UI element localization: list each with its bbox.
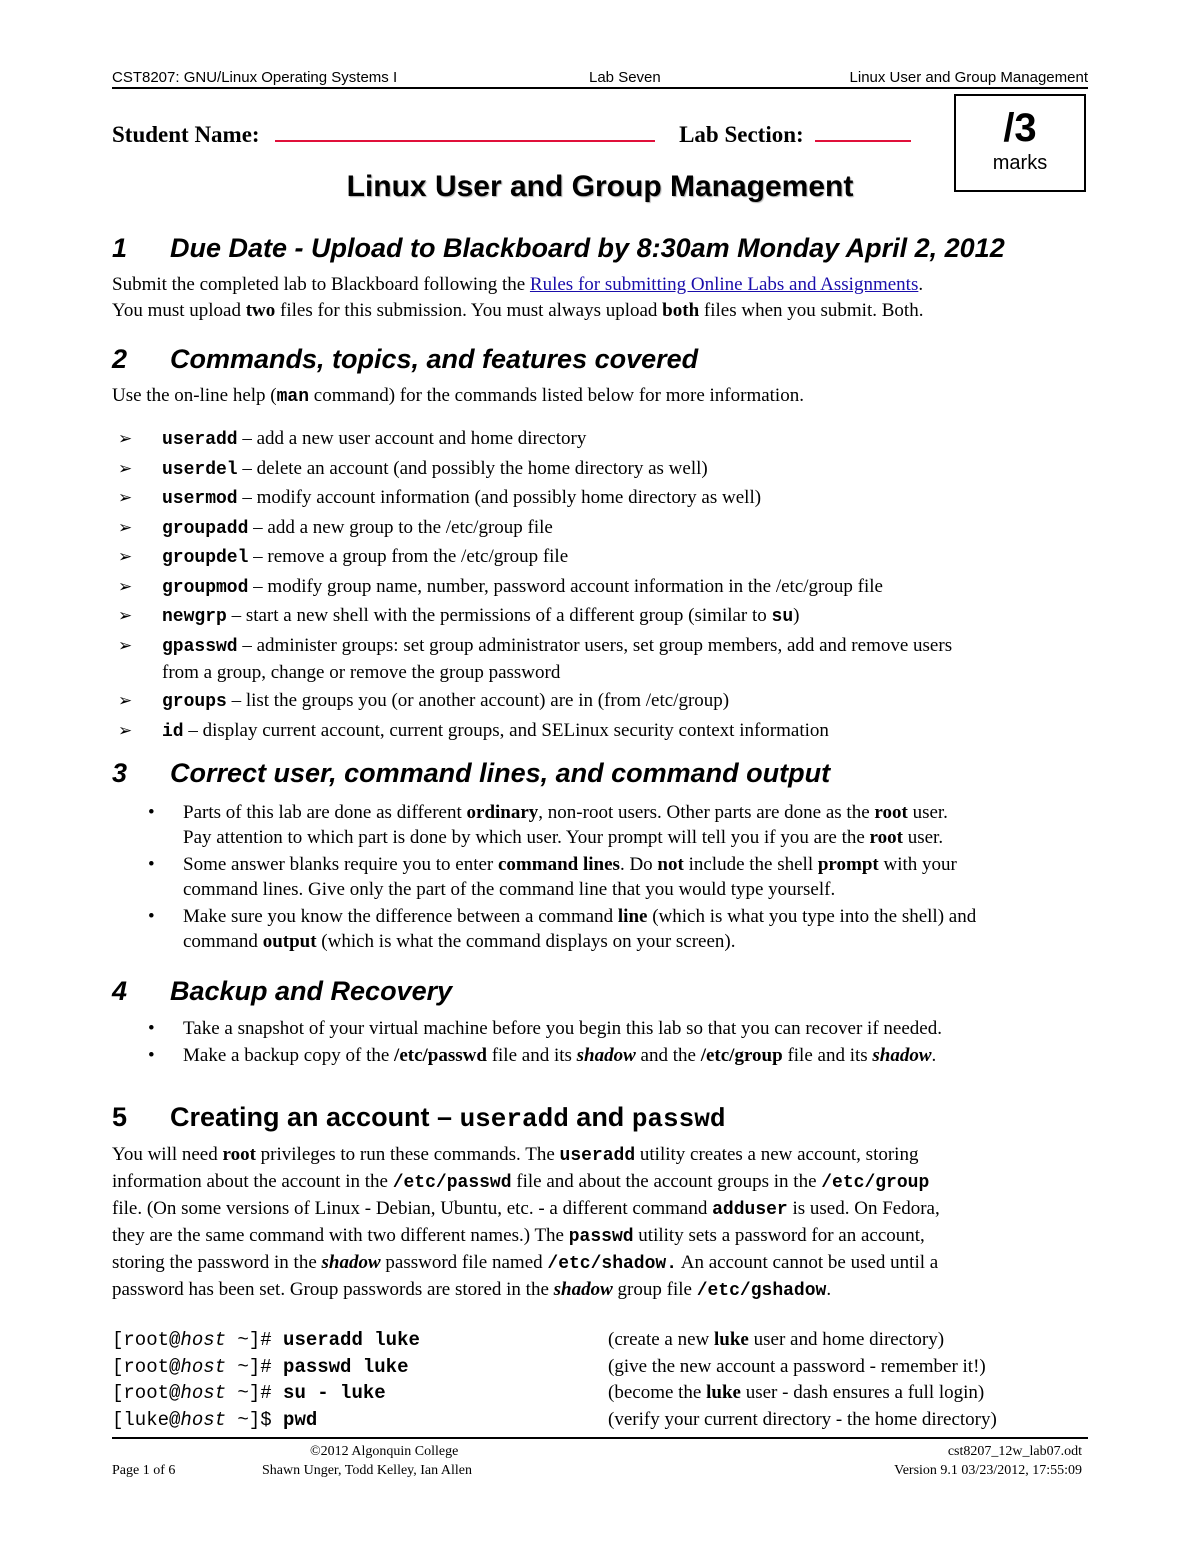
student-name-field[interactable] [275,114,655,142]
list-item: ➢ gpasswd – administer groups: set group administrator users, set group members, add and remove users from a group, change or remove the group password [118,634,953,683]
command-name: groupmod [162,577,249,598]
header-topic: Linux User and Group Management [849,69,1088,86]
bullet-icon: • [148,1045,155,1066]
list-item: ➢ groups – list the groups you (or another account) are in (from /etc/group) [118,690,730,712]
section-5-heading: 5 Creating an account – useradd and passwd [112,1102,726,1134]
footer-copyright: ©2012 Algonquin College [310,1444,459,1459]
section-3-bullets [112,800,1088,956]
footer-page-number: Page 1 of 6 [112,1463,176,1478]
marks-value: /3 [1003,106,1037,150]
command-name: gpasswd [162,636,238,657]
list-item: ➢ groupmod – modify group name, number, password account information in the /etc/group file [118,575,883,598]
shell-command-line: [root@host ~]# passwd luke [112,1355,409,1378]
shell-note: (create a new luke user and home directory) [608,1329,945,1350]
bullet-icon: • [148,906,155,927]
header-course: CST8207: GNU/Linux Operating Systems I [112,69,398,86]
shell-note: (verify your current directory - the home directory) [608,1408,997,1430]
section-5-number: 5 [112,1102,128,1132]
page-footer [112,1442,1088,1482]
list-item: • Parts of this lab are done as different ordinary, non-root users. Other parts are done as the root user. Pay attention to which part is done by which user. Your prompt will tell you if you are the root user. [148,802,948,848]
section-1-title: Due Date - Upload to Blackboard by 8:30am Monday April 2, 2012 [170,233,1005,263]
section-3-number: 3 [112,758,128,788]
student-name-label: Student Name: [112,122,260,147]
lab-section-label: Lab Section: [679,122,804,147]
footer-authors: Shawn Unger, Todd Kelley, Ian Allen [262,1463,472,1478]
arrow-bullet-icon: ➢ [118,576,133,596]
command-name: groups [162,692,227,712]
section-3-heading [112,758,830,789]
shell-command-line: [luke@host ~]$ pwd [112,1408,318,1431]
arrow-bullet-icon: ➢ [118,606,133,625]
lab-section-field[interactable] [815,114,911,142]
shell-row [112,1354,1088,1381]
section-2-intro: Use the on-line help (man command) for the commands listed below for more information. [112,385,804,407]
shell-note: (give the new account a password - remember it!) [608,1355,986,1377]
arrow-bullet-icon: ➢ [118,429,133,448]
section-1-heading [112,233,1005,264]
shell-row [112,1327,1088,1354]
list-item: ➢ useradd – add a new user account and home directory [118,428,587,450]
section-1-body [112,272,1088,324]
list-item: ➢ groupdel – remove a group from the /etc/group file [118,546,569,568]
list-item: ➢ userdel – delete an account (and possibly the home directory as well) [118,457,708,480]
list-item: • Some answer blanks require you to enter command lines. Do not include the shell prompt with your command lines. Give only the part of the command line that you would type yourself. [148,854,957,900]
arrow-bullet-icon: ➢ [118,458,133,478]
section-3-title: Correct user, command lines, and command output [170,758,831,788]
student-info-line [112,114,911,148]
section-4-title: Backup and Recovery [170,976,453,1006]
list-item: ➢ newgrp – start a new shell with the permissions of a different group (similar to su) [118,605,800,627]
footer-version: Version 9.1 03/23/2012, 17:55:09 [894,1463,1082,1478]
bullet-icon: • [148,802,155,823]
shell-command-line: [root@host ~]# su - luke [112,1382,386,1404]
section-2-heading [112,344,698,375]
footer-filename: cst8207_12w_lab07.odt [947,1444,1082,1459]
command-name: groupdel [162,548,249,568]
section-1-number: 1 [112,233,128,263]
command-name: groupadd [162,518,249,539]
bullet-icon: • [148,854,155,875]
shell-row [112,1407,1088,1434]
shell-row [112,1380,1088,1407]
page-title: Linux User and Group Management [346,170,854,203]
header-lab: Lab Seven [589,69,661,86]
list-item: • Take a snapshot of your virtual machine before you begin this lab so that you can recover if needed. [148,1018,942,1039]
shell-command-line: [root@host ~]# useradd luke [112,1329,420,1351]
arrow-bullet-icon: ➢ [118,691,133,710]
arrow-bullet-icon: ➢ [118,517,133,537]
list-item: • Make sure you know the difference between a command line (which is what you type into the shell) and command output (which is what the command displays on your screen). [148,906,977,952]
list-item: ➢ id – display current account, current groups, and SELinux security context information [118,719,829,742]
marks-label: marks [992,152,1048,174]
arrow-bullet-icon: ➢ [118,547,133,566]
command-name: newgrp [162,607,227,627]
section-1-line-2: You must upload two files for this submission. You must always upload both files when you submit. Both. [112,300,924,321]
command-name: userdel [162,459,238,480]
list-item: ➢ groupadd – add a new group to the /etc/group file [118,516,553,539]
footer-rule [112,1437,1088,1439]
list-item: • Make a backup copy of the /etc/passwd file and its shadow and the /etc/group file and its shadow. [148,1045,937,1066]
command-name: usermod [162,489,238,509]
command-name: id [162,721,184,742]
command-name: useradd [162,430,238,450]
shell-example [112,1327,1088,1433]
section-5-body: You will need root privileges to run these commands. The useradd utility creates a new account, storing information about the account in the /etc/passwd file and about the account groups in the /etc/group file. (On some versions of Linux - Debian, Ubuntu, etc. - a different command adduser is used. On Fedora, they are the same command with two different names.) The passwd utility sets a password for an account, storing the password in the shadow password file named /etc/shadow. An account cannot be used until a password has been set. Group passwords are stored in the shadow group file /etc/gshadow. [112,1144,940,1301]
bullet-icon: • [148,1018,155,1039]
section-2-number: 2 [112,344,128,374]
rules-link[interactable]: Rules for submitting Online Labs and Assignments [529,274,919,295]
arrow-bullet-icon: ➢ [118,635,133,655]
section-4-heading [112,976,452,1007]
arrow-bullet-icon: ➢ [118,720,133,740]
running-header [112,69,1088,89]
section-1-line-1: Submit the completed lab to Blackboard following the Rules for submitting Online Labs and Assignments. [112,274,924,295]
section-4-number: 4 [112,976,128,1006]
shell-note: (become the luke user - dash ensures a full login) [608,1382,985,1403]
list-item: ➢ usermod – modify account information (and possibly home directory as well) [118,487,762,509]
section-2-title: Commands, topics, and features covered [170,344,699,374]
section-4-bullets [112,1016,1088,1070]
arrow-bullet-icon: ➢ [118,488,133,507]
command-list [112,426,1088,747]
header-rule [112,87,1088,89]
